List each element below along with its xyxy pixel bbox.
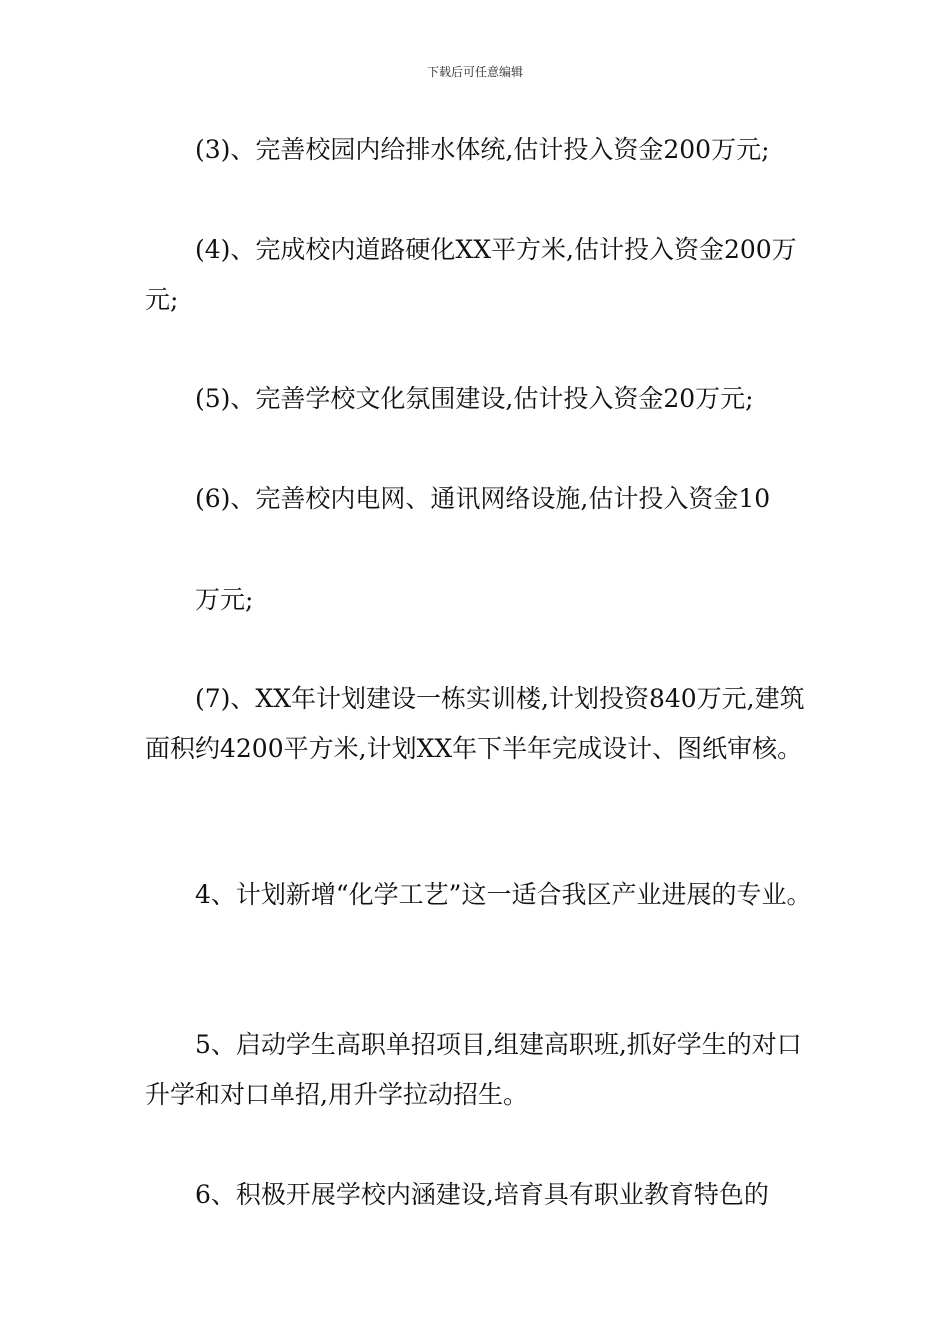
paragraph-item-7: (7)、XX年计划建设一栋实训楼,计划投资840万元,建筑面积约4200平方米,计划XX年下半年完成设计、图纸审核。: [145, 684, 805, 763]
paragraph-item-4: (4)、完成校内道路硬化XX平方米,估计投入资金200万元;: [145, 235, 797, 314]
paragraph-item-5: (5)、完善学校文化氛围建设,估计投入资金20万元;: [195, 384, 754, 413]
paragraph-section-5: 5、启动学生高职单招项目,组建高职班,抓好学生的对口升学和对口单招,用升学拉动招生。: [145, 1030, 802, 1109]
paragraph-section-4: 4、计划新增“化学工艺”这一适合我区产业进展的专业。: [195, 880, 812, 909]
paragraph-item-6-continued: 万元;: [195, 585, 254, 614]
paragraph-item-3: (3)、完善校园内给排水体统,估计投入资金200万元;: [195, 135, 770, 164]
paragraph-section-6: 6、积极开展学校内涵建设,培育具有职业教育特色的: [195, 1180, 769, 1209]
paragraph-item-6: (6)、完善校内电网、通讯网络设施,估计投入资金10: [195, 484, 771, 513]
page-header-note: 下载后可任意编辑: [426, 65, 523, 79]
